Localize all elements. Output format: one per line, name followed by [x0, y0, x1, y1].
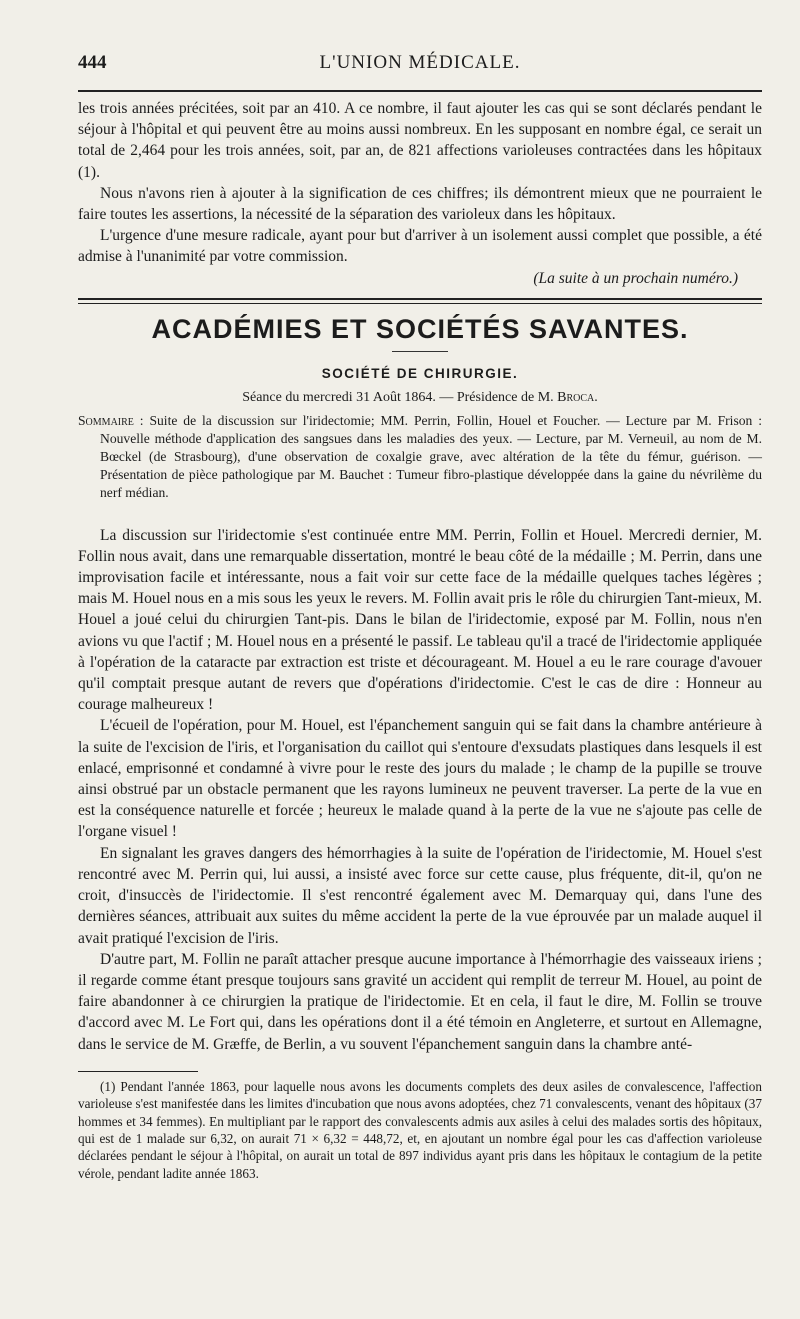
article-paragraph: L'écueil de l'opération, pour M. Houel, est l'épanchement sanguin qui se fait dans la chambre antérieure à la suite de l'excision de l'iris, et l'organisation du caillot qui s'entoure d'exsudats plastiques dans lesquels il est enlacé, emprisonné et condamné à vivre pour le reste des jours du malade ; le champ de la pupille se trouve ainsi obstrué par un obstacle permanent que les rayons lumineux ne peuvent traverser. La perte de la vue en est la conséquence naturelle et forcée ; heureux le malade quand à la perte de la vue ne s'ajoute pas celle de l'organe visuel ! [78, 717, 762, 841]
running-head [78, 40, 762, 90]
main-article [78, 525, 762, 1055]
intro-paragraph: L'urgence d'une mesure radicale, ayant pour but d'arriver à un isolement aussi complet que possible, a été admise à l'unanimité par votre commission. [78, 227, 762, 266]
journal-title: L'UNION MÉDICALE. [319, 52, 521, 73]
section-divider [78, 298, 762, 304]
meeting-line [78, 390, 762, 406]
summary-text: Suite de la discussion sur l'iridectomie; MM. Perrin, Follin, Houel et Foucher. — Lecture par M. Frison : Nouvelle méthode d'application des sangsues dans les maladies des yeux. — Lecture, par M. Verneuil, au nom de M. Bœckel (de Strasbourg), d'une observation de coxalgie grave, avec altération de la tête du fémur, guérison. — Présentation de pièce pathologique par M. Bauchet : Tumeur fibro-plastique développée dans la gaine du névrilème du nerf médian. [100, 412, 762, 501]
section-title: ACADÉMIES ET SOCIÉTÉS SAVANTES. [151, 313, 689, 344]
journal-page [0, 40, 800, 1319]
summary [78, 412, 762, 503]
article-paragraph: D'autre part, M. Follin ne paraît attacher presque aucune importance à l'hémorrhagie des vaisseaux iriens ; il regarde comme étant presque toujours sans gravité un accident qui remplit de terreur M. Houel, au point de faire abandonner à ce chirurgien la pratique de l'iridectomie. Et en cela, il faut le dire, M. Follin se trouve d'accord avec M. Le Fort qui, dans les opérations dont il a été témoin en Angleterre, et surtout en Allemagne, dans le service de M. Græffe, de Berlin, a vu souvent l'épanchement sanguin dans la chambre anté- [78, 950, 762, 1053]
header-rule [78, 90, 762, 92]
intro-paragraph: les trois années précitées, soit par an 410. A ce nombre, il faut ajouter les cas qui se sont déclarés pendant le séjour à l'hôpital et qui peuvent être au moins aussi nombreux. En les supposant en nombre égal, ce serait un total de 2,464 pour les trois années, soit, par an, de 821 affections varioleuses contractées dans les hôpitaux (1). [78, 100, 762, 181]
page-number: 444 [78, 52, 107, 73]
society-title: SOCIÉTÉ DE CHIRURGIE. [321, 365, 519, 381]
intro-paragraph: Nous n'avons rien à ajouter à la signification de ces chiffres; ils démontrent mieux que ne pourraient le faire toutes les assertions, la nécessité de la séparation des varioleux dans les hôpitaux. [78, 184, 762, 224]
meeting-president: Broca. [557, 389, 598, 405]
meeting-date: Séance du mercredi 31 Août 1864. — Présidence de M. [242, 389, 558, 405]
article-paragraph: La discussion sur l'iridectomie s'est continuée entre MM. Perrin, Follin et Houel. Mercredi dernier, M. Follin nous avait, dans une remarquable dissertation, montré le beau côté de la médaille ; M. Perrin, dans une improvisation facile et intéressante, nous a fait voir sur cette face de la médaille quelques taches légères ; mais M. Houel nous en a mis sous les yeux le revers. M. Follin avait pris le rôle du chirurgien Tant-mieux, M. Houel a joué celui du chirurgien Tant-pis. Dans le bilan de l'iridectomie, exposé par M. Follin, nous n'en avions vu que l'actif ; M. Houel nous en a présenté le passif. Le tableau qu'il a tracé de l'iridectomie appliquée à l'opération de la cataracte par extraction est triste et décourageant. M. Houel a eu le rare courage d'avouer qu'il comptait presque autant de revers que d'opérations d'iridectomie. C'est le cas de dire : Honneur au courage malheureux ! [78, 526, 762, 714]
summary-label: Sommaire : [78, 412, 144, 428]
footnote: (1) Pendant l'année 1863, pour laquelle nous avons les documents complets des deux asiles de convalescence, l'affection varioleuse s'est manifestée dans les limites d'incubation que nous avons adoptées, chez 71 convalescents, venant des hôpitaux (37 hommes et 34 femmes). En multipliant par le rapport des convalescents admis aux asiles à celui des malades sortis des hôpitaux, qui est de 1 malade sur 6,32, on aurait 71 × 6,32 = 448,72, et, en ajoutant un nombre égal pour les cas d'affection varioleuse déclarées pendant le séjour à l'hôpital, on aurait un total de 897 individus ayant pris dans les hôpitaux le contagium de la petite vérole, pendant ladite année 1863. [78, 1078, 762, 1181]
continuation-note: (La suite à un prochain numéro.) [533, 269, 738, 287]
intro-section [78, 98, 762, 290]
title-ornament-rule [392, 351, 448, 352]
footnote-rule [78, 1071, 198, 1072]
article-paragraph: En signalant les graves dangers des hémorrhagies à la suite de l'opération de l'iridectomie, M. Houel s'est rencontré avec M. Perrin qui, lui aussi, a insisté avec force sur cette cause, plus fréquente, dit-il, qu'on ne croit, d'insuccès de l'iridectomie. Il s'est rencontré également avec M. Demarquay qui, dans l'une des dernières séances, attribuait aux suites du même accident la perte de la vue éprouvée par un malade auquel il avait pratiqué l'excision de l'iris. [78, 844, 762, 947]
